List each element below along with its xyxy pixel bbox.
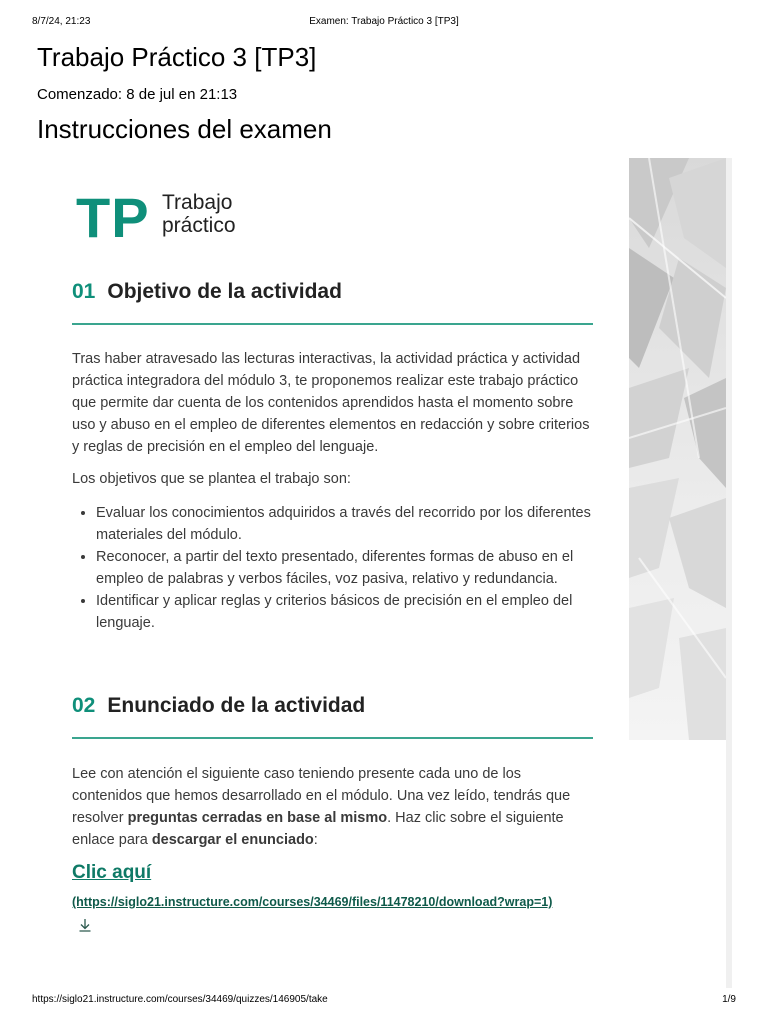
instructions-heading: Instrucciones del examen	[37, 114, 332, 144]
tp-logo-line1: Trabajo	[162, 191, 233, 214]
section-title-text: Objetivo de la actividad	[107, 280, 342, 303]
quiz-started-time: Comenzado: 8 de jul en 21:13	[37, 86, 238, 103]
print-footer	[32, 994, 736, 1008]
clic-aqui-link[interactable]: Clic aquí	[72, 862, 152, 883]
decorative-side-image	[629, 158, 726, 740]
statement-text: Lee con atención el siguiente caso teniendo presente cada uno de los contenidos que hemos desarrollado en el módulo. Una vez leído, tendrás que resolver	[72, 766, 571, 826]
section-number: 01	[72, 280, 96, 303]
statement-paragraph	[72, 763, 594, 851]
objective-item: • Reconocer, a partir del texto presentado, diferentes formas de abuso en el empleo de palabras y verbos fáciles, voz pasiva, relativo y redundancia.	[96, 546, 618, 590]
download-link[interactable]	[72, 891, 572, 935]
page-number: 1/9	[722, 994, 736, 1005]
section-divider	[72, 737, 593, 739]
section-objective-title	[72, 280, 342, 304]
objective-item: • Evaluar los conocimientos adquiridos a través del recorrido por los diferentes materiales del módulo.	[96, 502, 618, 546]
download-url[interactable]: (https://siglo21.instructure.com/courses/34469/files/11478210/download?wrap=1)	[72, 895, 553, 909]
print-datetime: 8/7/24, 21:23	[32, 16, 91, 27]
tp-logo-text	[162, 191, 282, 237]
objective-intro-paragraph: Tras haber atravesado las lecturas interactivas, la actividad práctica y actividad práctica integradora del módulo 3, te proponemos realizar este trabajo práctico que permite dar cuenta de los contenidos aprendidos hasta el momento sobre uso y abuso en el empleo de diferentes elementos en redacción y sobre criterios y reglas de precisión en el empleo del lenguaje.	[72, 351, 590, 455]
print-document-title: Examen: Trabajo Práctico 3 [TP3]	[309, 16, 459, 27]
tp-logo-line2: práctico	[162, 214, 236, 237]
quiz-title: Trabajo Práctico 3 [TP3]	[37, 42, 317, 72]
objective-item: • Identificar y aplicar reglas y criterios básicos de precisión en el empleo del lenguaje.	[96, 590, 618, 634]
section-number: 02	[72, 694, 96, 717]
statement-text: . Haz clic sobre el siguiente enlace para	[72, 810, 564, 848]
abstract-shapes-illustration	[629, 158, 726, 740]
objectives-lead: Los objetivos que se plantea el trabajo son:	[72, 471, 351, 487]
page-scrollbar[interactable]	[726, 158, 732, 988]
statement-text: :	[313, 832, 318, 848]
section-title-text: Enunciado de la actividad	[107, 694, 366, 717]
download-icon[interactable]	[78, 918, 92, 932]
tp-logo-mark: TP	[76, 186, 150, 249]
print-url: https://siglo21.instructure.com/courses/34469/quizzes/146905/take	[32, 994, 328, 1005]
statement-emphasis: preguntas cerradas en base al mismo	[127, 810, 388, 826]
print-header	[32, 16, 736, 30]
section-statement-title	[72, 694, 365, 718]
section-divider	[72, 323, 593, 325]
statement-emphasis: descargar el enunciado	[151, 832, 314, 848]
objectives-list	[72, 502, 618, 634]
